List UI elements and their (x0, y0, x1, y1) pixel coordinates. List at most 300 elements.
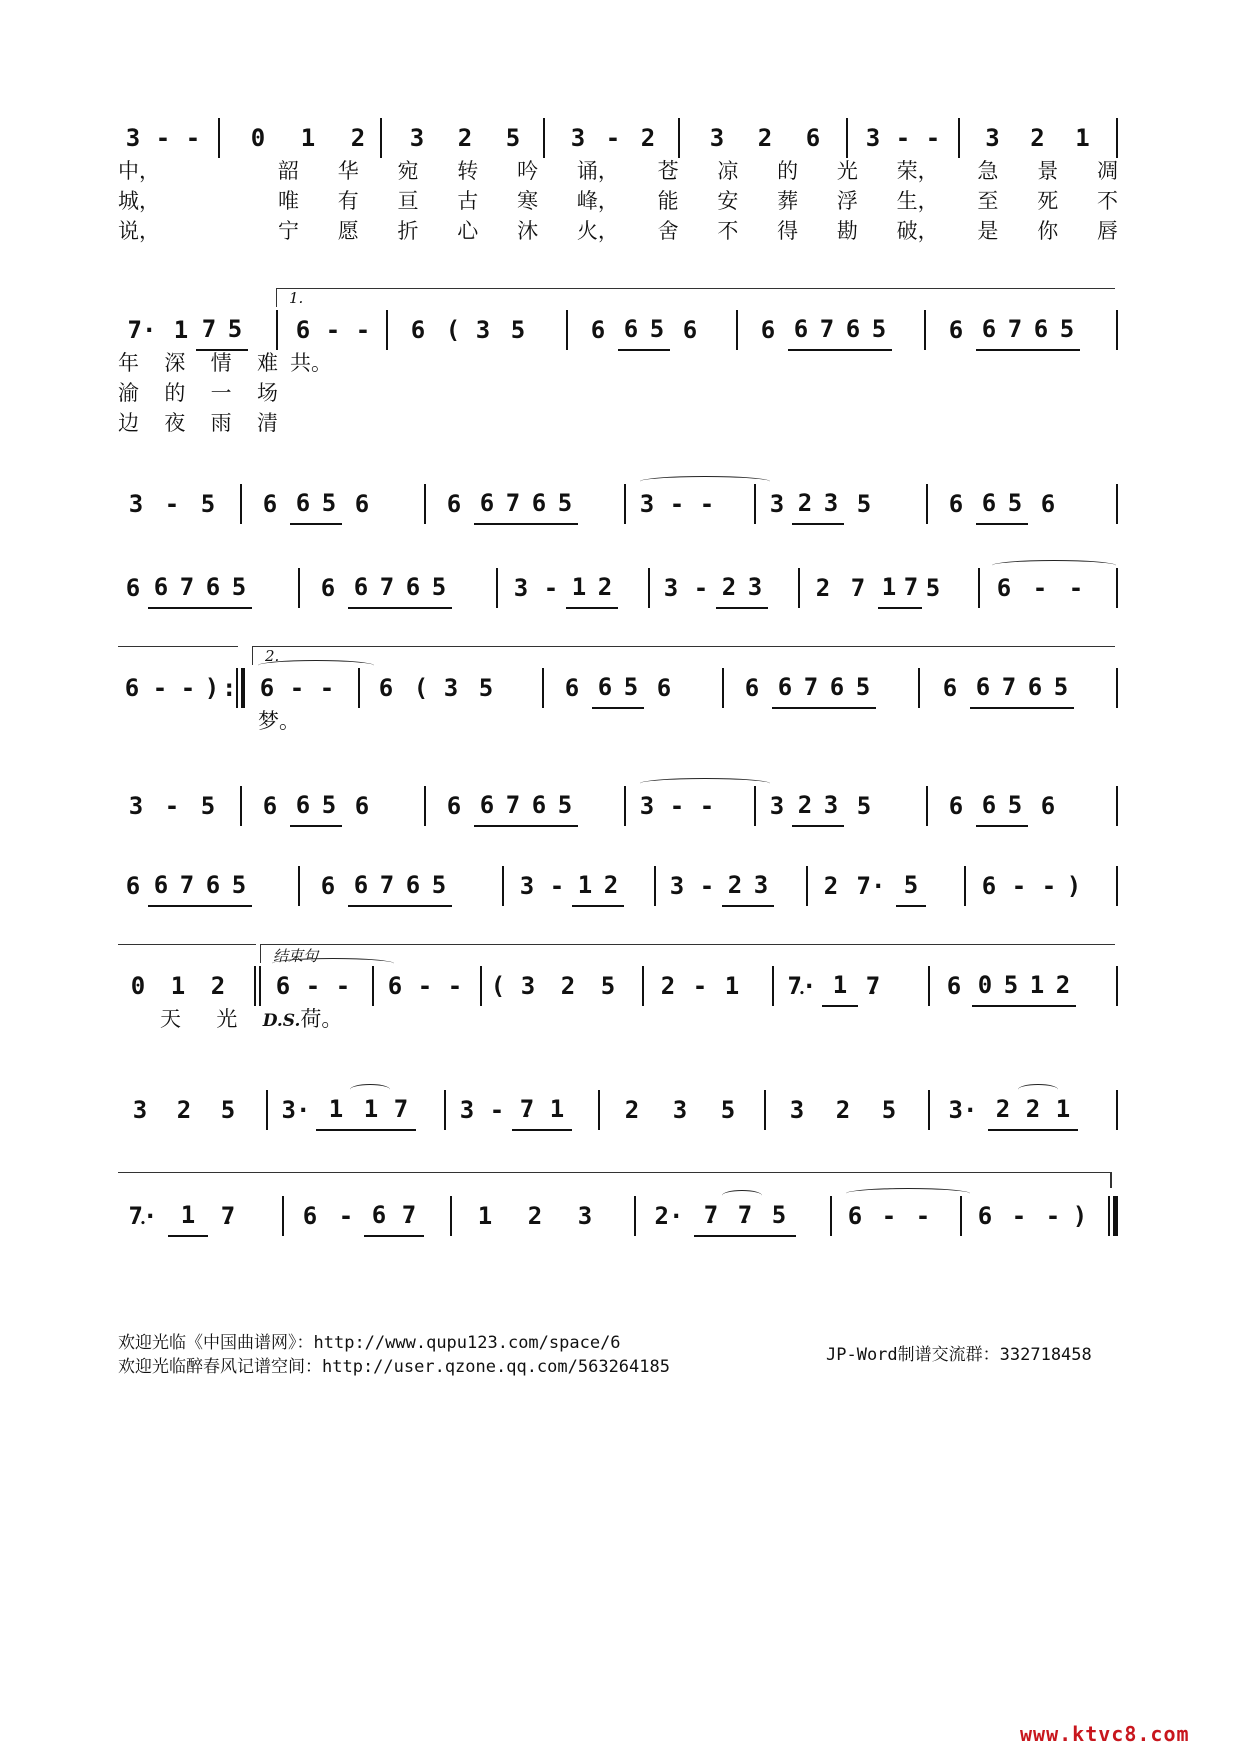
measure (782, 966, 888, 1006)
measure (292, 1196, 424, 1236)
measure (118, 118, 208, 158)
score-note: 6 (354, 490, 370, 518)
score-note: 5 (856, 490, 872, 518)
score-note: 6 (976, 309, 1002, 351)
score-note: - (1045, 1202, 1061, 1230)
score-note: 6 (744, 674, 760, 702)
score-note: 5 (426, 567, 452, 609)
score-note: 3 (669, 872, 685, 900)
score-note: - (881, 1202, 897, 1230)
volta-2-continued (118, 944, 256, 945)
measure (552, 668, 684, 708)
score-note: 2 (210, 972, 226, 1000)
measure (488, 966, 628, 1006)
score-note: 6 (1022, 667, 1048, 709)
score-note: 6 (410, 316, 426, 344)
score-note: - (699, 490, 715, 518)
score-note: 6 (970, 667, 996, 709)
lyric-line-2: 渝 的 一 场 (118, 381, 278, 405)
measure (118, 568, 252, 608)
score-note: 2 (835, 1096, 851, 1124)
measure (936, 966, 1076, 1006)
score-note: 3 (519, 872, 535, 900)
bar-line (450, 1196, 452, 1236)
score-note: 5 (552, 785, 578, 827)
system-row-6 (118, 786, 1118, 826)
footer-line-2: 欢迎光临醉春风记谱空间：http://user.qzone.qq.com/563264185 (118, 1357, 670, 1377)
watermark: www.ktvc8.com (1020, 1722, 1190, 1746)
bar-line (678, 118, 680, 158)
score-note: - (693, 574, 709, 602)
coda-bracket-continued (118, 1172, 1112, 1173)
system-row-7 (118, 866, 1118, 906)
score-note: - (1041, 872, 1057, 900)
measure (380, 966, 470, 1006)
footer-group: JP-Word制谱交流群：332718458 (826, 1345, 1092, 1365)
score-note: 5 (505, 124, 521, 152)
score-note: ( (413, 674, 429, 702)
bar-line (978, 568, 980, 608)
measure (118, 966, 238, 1006)
bar-line (496, 568, 498, 608)
measure (276, 1090, 416, 1130)
score-note: ( (490, 972, 506, 1000)
score-note: 6 (400, 865, 426, 907)
measure (398, 310, 538, 350)
score-note: 2 (560, 972, 576, 1000)
system-row-8 (118, 966, 1118, 1031)
score-note: - (1068, 574, 1084, 602)
lyric-line-3: 边 夜 雨 清 (118, 411, 278, 435)
score-note: 5 (316, 785, 342, 827)
bar-line (380, 118, 382, 158)
score-note: 3 (520, 972, 536, 1000)
score-note: 5 (1002, 483, 1028, 525)
score-note: 3 (513, 574, 529, 602)
measure (308, 866, 452, 906)
bar-line (960, 1196, 962, 1236)
score-note: 6 (446, 792, 462, 820)
score-note: 0 (972, 965, 998, 1007)
score-note: - (669, 792, 685, 820)
score-note: 6 • (936, 966, 972, 1006)
score-note: 6 (348, 865, 374, 907)
score-note: 6 (618, 309, 644, 351)
measure (558, 118, 668, 158)
score-note: 6 (942, 674, 958, 702)
measure (578, 310, 710, 350)
score-note: 7 (174, 567, 200, 609)
score-note: 1 (572, 865, 598, 907)
measure (748, 310, 892, 350)
score-note: 7 (1002, 309, 1028, 351)
score-note: 6 (976, 785, 1002, 827)
measure (808, 568, 944, 608)
score-note: 3 (577, 1202, 593, 1230)
score-note: : (222, 674, 237, 702)
bar-line (282, 1196, 284, 1236)
score-note: 6 (996, 574, 1012, 602)
score-note: 7 (196, 309, 222, 351)
score-note: 5 (925, 574, 941, 602)
bar-line (642, 966, 644, 1006)
bar-line (754, 484, 756, 524)
score-note: 6 • (968, 1196, 1002, 1236)
measure (608, 1090, 752, 1130)
measure (434, 484, 578, 524)
measure (936, 786, 1068, 826)
score-note: 3 (132, 1096, 148, 1124)
slur (992, 560, 1116, 571)
lyric-end: 共。 (290, 351, 332, 375)
score-note: 6 (1028, 309, 1054, 351)
score-note: 2 (640, 124, 656, 152)
measure (858, 118, 948, 158)
bar-line (924, 310, 926, 350)
score-note: 6 (295, 316, 311, 344)
measure (393, 118, 537, 158)
score-note: 6 (976, 483, 1002, 525)
score-note: 6 (148, 567, 174, 609)
bar-line (1113, 1196, 1118, 1236)
score-note: 5 (762, 1195, 796, 1237)
measure (632, 786, 722, 826)
measure (986, 568, 1094, 608)
score-note: 2 (176, 1096, 192, 1124)
score-note: 5 (226, 567, 252, 609)
score-note: 7· • (782, 966, 822, 1006)
score-note: 7 • (208, 1196, 248, 1236)
score-note: 5 (644, 309, 670, 351)
score-note: 6 (200, 567, 226, 609)
score-note: 2· (654, 1202, 684, 1230)
lyric-line-2: 唯 有 亘 古 寒 峰， 能 安 葬 浮 生， 至 死 不 (278, 189, 1118, 213)
score-note: 1 (170, 972, 186, 1000)
score-note: 6 (348, 567, 374, 609)
score-note: 6 • (364, 1195, 394, 1237)
score-note: - (417, 972, 433, 1000)
volta-1: 1. (276, 288, 1115, 307)
bar-line (722, 668, 724, 708)
score-note: 7 (500, 785, 526, 827)
bar-line (648, 568, 650, 608)
bar-line (918, 668, 920, 708)
score-note: 0 (130, 972, 146, 1000)
volta-1-continued (118, 646, 238, 647)
bar-line (634, 1196, 636, 1236)
score-note: 7 (996, 667, 1022, 709)
score-note: 1 (724, 972, 740, 1000)
measure (838, 1196, 940, 1236)
score-note: 6 (378, 674, 394, 702)
score-note: - (325, 316, 341, 344)
score-note: 2 (722, 865, 748, 907)
score-note: 3 (672, 1096, 688, 1124)
score-note: 3 (443, 674, 459, 702)
score-note: 2 (598, 865, 624, 907)
slur (350, 1084, 390, 1095)
bar-line (424, 484, 426, 524)
bar-line (276, 310, 278, 350)
score-note: - (699, 792, 715, 820)
score-note: 5 (426, 865, 452, 907)
lyric-line-3: 宁 愿 折 心 沐 火， 舍 不 得 勘 破， 是 你 唇 (278, 219, 1118, 243)
bar-line (736, 310, 738, 350)
measure (662, 866, 774, 906)
bar-line (798, 568, 800, 608)
score-note: 6 (981, 872, 997, 900)
score-note: - (692, 972, 708, 1000)
measure (632, 484, 722, 524)
score-note: 7 (814, 309, 840, 351)
score-note: 6 (259, 674, 275, 702)
score-note: 2 (660, 972, 676, 1000)
score-note: 6 (526, 785, 552, 827)
bar-line (1116, 786, 1118, 826)
score-note: 6 (125, 574, 141, 602)
measure (644, 1196, 796, 1236)
measure (118, 786, 226, 826)
score-note: 6 (200, 865, 226, 907)
score-note: 7· • (118, 1196, 168, 1236)
score-note: - (335, 972, 351, 1000)
bar-line (598, 1090, 600, 1130)
slur (272, 958, 394, 969)
score-note: 6 (526, 483, 552, 525)
score-note: 5 (720, 1096, 736, 1124)
score-note: 6 • (292, 1196, 328, 1236)
score-note: ( (445, 316, 461, 344)
score-note: 5 (226, 865, 252, 907)
score-note: 7 • (858, 966, 888, 1006)
score-note: 2 (757, 124, 773, 152)
score-note: 5 (866, 309, 892, 351)
lyric-line-1: 年 深 情 难 (118, 351, 278, 375)
score-note: 1 • (878, 567, 900, 609)
bar-line (958, 118, 960, 158)
score-note: 6 (320, 872, 336, 900)
score-note: 7· (856, 872, 886, 900)
score-note: 7 • (512, 1089, 542, 1131)
slur (722, 1190, 762, 1201)
measure (506, 568, 618, 608)
score-note: 6 (354, 792, 370, 820)
score-note: 3 (769, 792, 785, 820)
score-note: - (1011, 872, 1027, 900)
score-note: 3 (475, 316, 491, 344)
score-note: - (1032, 574, 1048, 602)
score-note: 2 (792, 785, 818, 827)
lyric-line-1: 天 光 D.S.荷。 (160, 1007, 343, 1031)
bar-line (928, 966, 930, 1006)
measure (762, 786, 884, 826)
score-note: 5 (618, 667, 644, 709)
score-note: 2 (716, 567, 742, 609)
measure (968, 1196, 1090, 1236)
bar-line (543, 118, 545, 158)
score-note: 6 (772, 667, 798, 709)
bar-line (298, 866, 300, 906)
score-note: 6 (1040, 490, 1056, 518)
bar-line (1108, 1196, 1110, 1236)
score-note: 6 (1040, 792, 1056, 820)
score-note: 3 (125, 124, 141, 152)
score-note: 7 (174, 865, 200, 907)
score-note: 5 (510, 316, 526, 344)
system-row-3 (118, 484, 1118, 524)
score-note: 5 (316, 483, 342, 525)
system-row-2 (118, 310, 1118, 435)
system-row-9 (118, 1090, 1118, 1130)
score-note: 7· (127, 316, 157, 344)
score-note: - (164, 792, 180, 820)
score-note: 3 (709, 124, 725, 152)
bar-line (928, 1090, 930, 1130)
measure (118, 668, 237, 708)
score-note: 1 (1024, 965, 1050, 1007)
score-note: 6 (788, 309, 814, 351)
measure (774, 1090, 912, 1130)
bar-line (566, 310, 568, 350)
score-note: - (180, 674, 196, 702)
measure (366, 668, 506, 708)
bar-line (830, 1196, 832, 1236)
bar-line (240, 786, 242, 826)
score-note: 2 (457, 124, 473, 152)
score-note: 2 (988, 1089, 1018, 1131)
bar-line (846, 118, 848, 158)
bar-line (480, 966, 482, 1006)
coda-bracket: 结束句 (260, 944, 1115, 963)
score-note: 5 (1048, 667, 1074, 709)
score-note: 1 (822, 965, 858, 1007)
score-note: 2 (1018, 1089, 1048, 1131)
score-note: 3 (663, 574, 679, 602)
score-note: 6 • (838, 1196, 872, 1236)
measure (938, 1090, 1078, 1130)
score-note: 2 (1050, 965, 1076, 1007)
score-note: 7 • (394, 1195, 424, 1237)
score-note: 6 (400, 567, 426, 609)
score-note: 3 (128, 792, 144, 820)
measure (512, 866, 624, 906)
score-note: 5 (1002, 785, 1028, 827)
score-note: 2 (624, 1096, 640, 1124)
score-note: 6 (805, 124, 821, 152)
score-note: 3 (769, 490, 785, 518)
score-note: 6 (387, 972, 403, 1000)
bar-line (254, 966, 256, 1006)
score-note: - (915, 1202, 931, 1230)
bar-line (772, 966, 774, 1006)
score-note: - (155, 124, 171, 152)
score-note: - (605, 124, 621, 152)
measure (656, 568, 768, 608)
score-note: 1 (300, 124, 316, 152)
score-note: 5 • (998, 965, 1024, 1007)
score-note: 3 (639, 490, 655, 518)
slur (640, 778, 770, 789)
score-note: - (669, 490, 685, 518)
score-note: - (185, 124, 201, 152)
score-note: 2 (792, 483, 818, 525)
bar-line (542, 668, 544, 708)
score-note: 6 (656, 674, 672, 702)
score-note: ) (1072, 1202, 1088, 1230)
measure (816, 866, 926, 906)
bar-line (1116, 866, 1118, 906)
measure (118, 310, 248, 350)
score-note: 5 (222, 309, 248, 351)
system-row-1: 3 - - 0 1 2 3 2 5 3 - 2 3 2 6 3 - - 3 2 1 • 中， 城， 说， 韶 华 宛 转 吟 诵， 苍 凉 的 光 荣， 急 景 凋 唯 有 亘 古 寒 峰， 能 安 葬 浮 生， 至 死 不 宁 愿 折 心 沐 火， 舍 不 得 勘 破， 是 你 唇 (118, 118, 1118, 158)
score-note: 7 (850, 574, 866, 602)
score-note: 6 (446, 490, 462, 518)
bar-line (624, 484, 626, 524)
bar-line (502, 866, 504, 906)
bar-line (1116, 484, 1118, 524)
bar-line (358, 668, 360, 708)
score-note: 5 (200, 792, 216, 820)
bar-line (259, 966, 261, 1006)
score-note: - (152, 674, 168, 702)
bar-line (926, 786, 928, 826)
measure (252, 668, 342, 708)
score-note: - (549, 872, 565, 900)
score-note: 2 (815, 574, 831, 602)
measure (930, 668, 1074, 708)
slur (640, 476, 770, 487)
score-note: 6 (275, 972, 291, 1000)
score-note: - (305, 972, 321, 1000)
measure (118, 484, 226, 524)
score-note: 6 (290, 785, 316, 827)
bar-line (266, 1090, 268, 1130)
measure (288, 310, 378, 350)
score-note: 3· (281, 1096, 311, 1124)
score-note: 3 (818, 785, 844, 827)
score-note: 1 (477, 1202, 493, 1230)
score-note: 5 (856, 792, 872, 820)
score-note: - (699, 872, 715, 900)
score-note: 6 (124, 674, 140, 702)
score-note: - (1011, 1202, 1027, 1230)
bar-line (1116, 310, 1118, 350)
score-note: 5 (478, 674, 494, 702)
score-note: 3 (818, 483, 844, 525)
score-note: 7 (900, 567, 922, 609)
score-note: 7 (374, 567, 400, 609)
score-note: 6 (262, 792, 278, 820)
score-note: 1 • (1060, 118, 1105, 158)
bar-line (764, 1090, 766, 1130)
measure (970, 118, 1105, 158)
measure (250, 484, 382, 524)
bar-line (1116, 568, 1118, 608)
footer-line-1: 欢迎光临《中国曲谱网》：http://www.qupu123.com/space/6 (118, 1333, 621, 1353)
score-note: 6 (760, 316, 776, 344)
score-note: - (447, 972, 463, 1000)
score-note: 6 (125, 872, 141, 900)
score-note: 6 (590, 316, 606, 344)
score-note: 6 (564, 674, 580, 702)
score-note: 6 (840, 309, 866, 351)
bar-line (372, 966, 374, 1006)
measure (434, 786, 578, 826)
lyric-line-1: 韶 华 宛 转 吟 诵， 苍 凉 的 光 荣， 急 景 凋 (278, 159, 1118, 183)
score-note: 6 (948, 490, 964, 518)
bar-line (386, 310, 388, 350)
score-note: 2 (592, 567, 618, 609)
